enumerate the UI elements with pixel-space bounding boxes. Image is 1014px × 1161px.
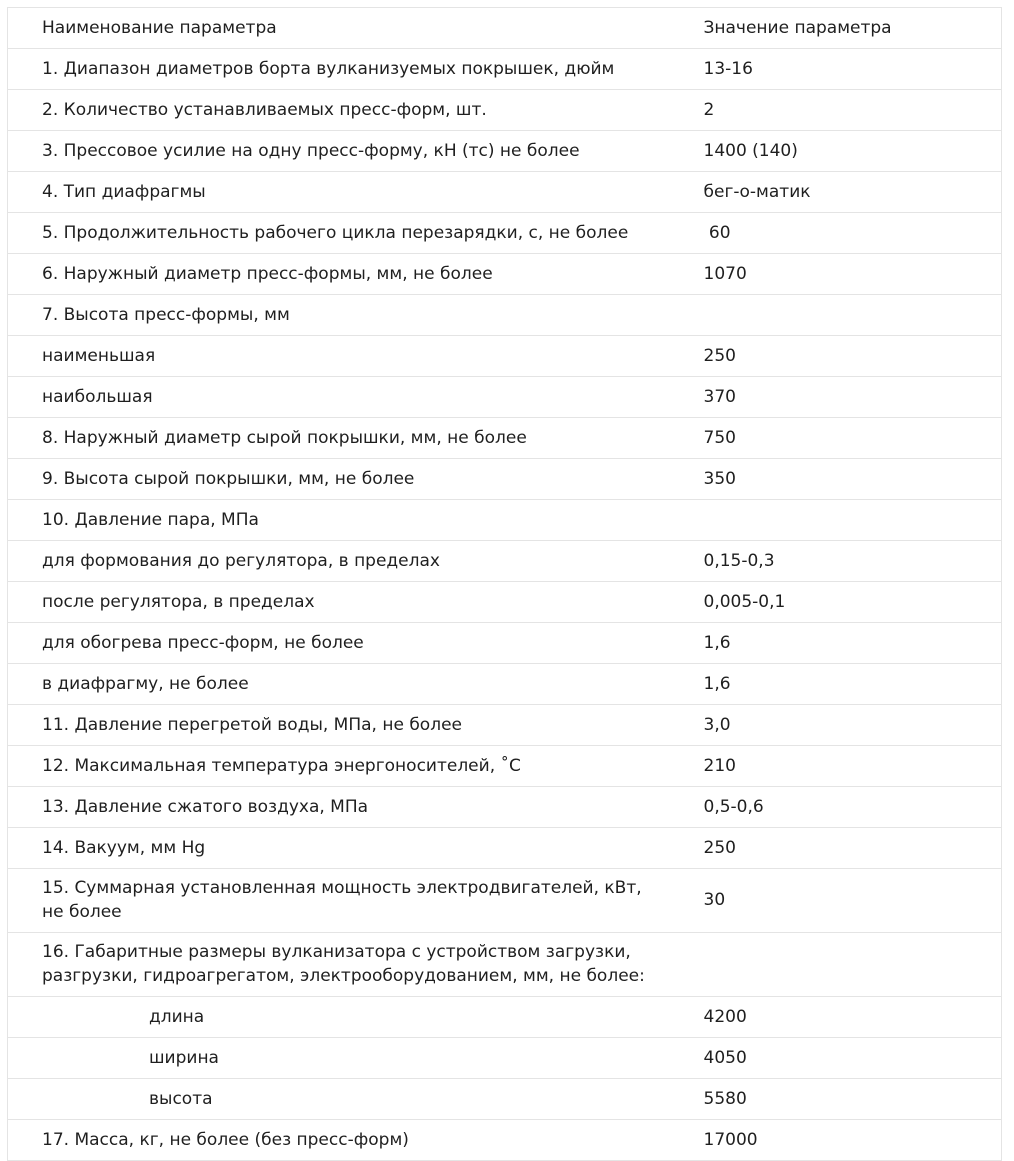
param-name: для формования до регулятора, в пределах <box>8 541 672 582</box>
table-row <box>8 90 1002 131</box>
table-row <box>8 1120 1002 1161</box>
param-value: 2 <box>672 90 1002 131</box>
param-value: 370 <box>672 377 1002 418</box>
table-row <box>8 541 1002 582</box>
param-value: 4050 <box>672 1038 1002 1079</box>
header-value: Значение параметра <box>672 8 1002 49</box>
param-name: длина <box>8 997 672 1038</box>
table-row <box>8 295 1002 336</box>
param-value <box>672 933 1002 997</box>
param-value: 210 <box>672 746 1002 787</box>
param-name: после регулятора, в пределах <box>8 582 672 623</box>
table-row <box>8 418 1002 459</box>
table-header-row <box>8 8 1002 49</box>
param-name: 5. Продолжительность рабочего цикла перезарядки, с, не более <box>8 213 672 254</box>
param-name: ширина <box>8 1038 672 1079</box>
spec-table <box>7 7 1002 1161</box>
table-row <box>8 459 1002 500</box>
param-value: 0,5-0,6 <box>672 787 1002 828</box>
table-row <box>8 664 1002 705</box>
table-row <box>8 746 1002 787</box>
param-value: 4200 <box>672 997 1002 1038</box>
param-value: 1,6 <box>672 623 1002 664</box>
param-value <box>672 500 1002 541</box>
table-row <box>8 336 1002 377</box>
param-value: 13-16 <box>672 49 1002 90</box>
param-name: 8. Наружный диаметр сырой покрышки, мм, не более <box>8 418 672 459</box>
table-row <box>8 1038 1002 1079</box>
table-row <box>8 997 1002 1038</box>
header-name: Наименование параметра <box>8 8 672 49</box>
table-row <box>8 1079 1002 1120</box>
param-name: 2. Количество устанавливаемых пресс-форм, шт. <box>8 90 672 131</box>
param-value: 0,15-0,3 <box>672 541 1002 582</box>
table-row <box>8 828 1002 869</box>
param-value: 3,0 <box>672 705 1002 746</box>
param-name: для обогрева пресс-форм, не более <box>8 623 672 664</box>
param-value: 0,005-0,1 <box>672 582 1002 623</box>
table-row <box>8 377 1002 418</box>
param-name: 17. Масса, кг, не более (без пресс-форм) <box>8 1120 672 1161</box>
param-name: 16. Габаритные размеры вулканизатора с устройством загрузки, разгрузки, гидроагрегатом, электрооборудованием, мм, не более: <box>8 933 672 997</box>
table-row <box>8 705 1002 746</box>
param-name: высота <box>8 1079 672 1120</box>
param-name: в диафрагму, не более <box>8 664 672 705</box>
param-value: 5580 <box>672 1079 1002 1120</box>
param-name: 11. Давление перегретой воды, МПа, не более <box>8 705 672 746</box>
param-name: наименьшая <box>8 336 672 377</box>
param-name: наибольшая <box>8 377 672 418</box>
param-name: 10. Давление пара, МПа <box>8 500 672 541</box>
param-value: 17000 <box>672 1120 1002 1161</box>
param-name: 12. Максимальная температура энергоносителей, ˚С <box>8 746 672 787</box>
param-name: 15. Суммарная установленная мощность электродвигателей, кВт, не более <box>8 869 672 933</box>
param-value: 1,6 <box>672 664 1002 705</box>
param-name: 14. Вакуум, мм Hg <box>8 828 672 869</box>
table-row <box>8 787 1002 828</box>
param-value: 250 <box>672 336 1002 377</box>
table-row <box>8 49 1002 90</box>
table-row <box>8 213 1002 254</box>
param-value: 30 <box>672 869 1002 933</box>
table-row <box>8 254 1002 295</box>
param-name: 13. Давление сжатого воздуха, МПа <box>8 787 672 828</box>
param-value: 1070 <box>672 254 1002 295</box>
param-name: 3. Прессовое усилие на одну пресс-форму, кН (тс) не более <box>8 131 672 172</box>
param-value: 350 <box>672 459 1002 500</box>
param-value: 60 <box>672 213 1002 254</box>
param-value: 750 <box>672 418 1002 459</box>
param-value <box>672 295 1002 336</box>
spec-table-container <box>7 7 1001 1161</box>
table-row <box>8 623 1002 664</box>
param-name: 7. Высота пресс-формы, мм <box>8 295 672 336</box>
param-value: 1400 (140) <box>672 131 1002 172</box>
param-value: бег-о-матик <box>672 172 1002 213</box>
table-row <box>8 172 1002 213</box>
param-name: 6. Наружный диаметр пресс-формы, мм, не более <box>8 254 672 295</box>
table-row <box>8 582 1002 623</box>
table-row <box>8 933 1002 997</box>
param-name: 9. Высота сырой покрышки, мм, не более <box>8 459 672 500</box>
table-row <box>8 869 1002 933</box>
param-value: 250 <box>672 828 1002 869</box>
table-row <box>8 500 1002 541</box>
param-name: 4. Тип диафрагмы <box>8 172 672 213</box>
param-name: 1. Диапазон диаметров борта вулканизуемых покрышек, дюйм <box>8 49 672 90</box>
table-row <box>8 131 1002 172</box>
